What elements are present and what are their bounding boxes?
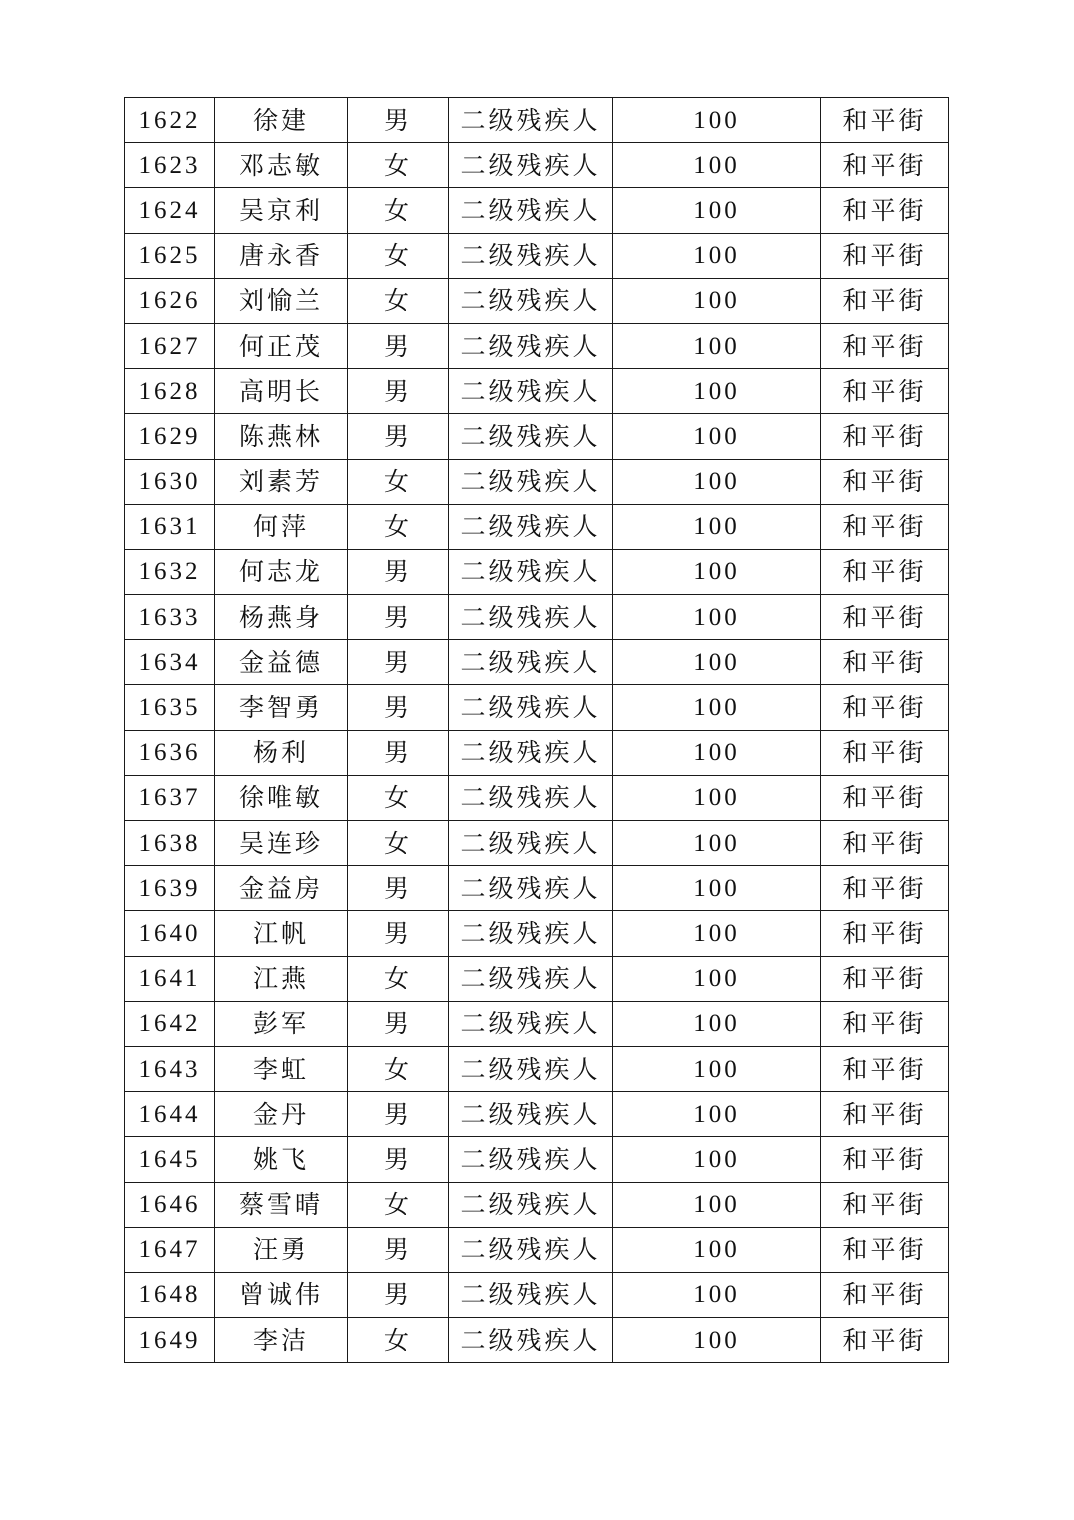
disability-level-cell: 二级残疾人 <box>449 1137 613 1182</box>
name-cell: 何正茂 <box>215 323 348 368</box>
table-row <box>125 866 949 911</box>
serial-number-cell: 1638 <box>125 821 215 866</box>
street-cell: 和平街 <box>821 188 949 233</box>
street-cell: 和平街 <box>821 323 949 368</box>
name-cell: 吴京利 <box>215 188 348 233</box>
gender-cell: 男 <box>348 595 449 640</box>
name-cell: 蔡雪晴 <box>215 1182 348 1227</box>
disability-level-cell: 二级残疾人 <box>449 821 613 866</box>
table-row <box>125 640 949 685</box>
amount-cell: 100 <box>613 1092 821 1137</box>
name-cell: 杨燕身 <box>215 595 348 640</box>
serial-number-cell: 1634 <box>125 640 215 685</box>
table-row <box>125 1272 949 1317</box>
table-row <box>125 1046 949 1091</box>
disability-level-cell: 二级残疾人 <box>449 143 613 188</box>
table-row <box>125 1001 949 1046</box>
disability-level-cell: 二级残疾人 <box>449 233 613 278</box>
serial-number-cell: 1629 <box>125 414 215 459</box>
name-cell: 金丹 <box>215 1092 348 1137</box>
name-cell: 何志龙 <box>215 549 348 594</box>
table-row <box>125 911 949 956</box>
table-row <box>125 1137 949 1182</box>
amount-cell: 100 <box>613 956 821 1001</box>
name-cell: 何萍 <box>215 504 348 549</box>
gender-cell: 男 <box>348 323 449 368</box>
gender-cell: 男 <box>348 911 449 956</box>
table-row <box>125 143 949 188</box>
street-cell: 和平街 <box>821 233 949 278</box>
table-row <box>125 775 949 820</box>
name-cell: 彭军 <box>215 1001 348 1046</box>
disability-level-cell: 二级残疾人 <box>449 1092 613 1137</box>
name-cell: 汪勇 <box>215 1227 348 1272</box>
name-cell: 曾诚伟 <box>215 1272 348 1317</box>
serial-number-cell: 1637 <box>125 775 215 820</box>
name-cell: 杨利 <box>215 730 348 775</box>
amount-cell: 100 <box>613 323 821 368</box>
name-cell: 江帆 <box>215 911 348 956</box>
name-cell: 陈燕林 <box>215 414 348 459</box>
table-row <box>125 414 949 459</box>
disability-level-cell: 二级残疾人 <box>449 775 613 820</box>
street-cell: 和平街 <box>821 98 949 143</box>
disability-level-cell: 二级残疾人 <box>449 278 613 323</box>
table-row <box>125 595 949 640</box>
amount-cell: 100 <box>613 595 821 640</box>
table-row <box>125 1182 949 1227</box>
amount-cell: 100 <box>613 911 821 956</box>
serial-number-cell: 1623 <box>125 143 215 188</box>
table-row <box>125 685 949 730</box>
street-cell: 和平街 <box>821 1318 949 1363</box>
serial-number-cell: 1646 <box>125 1182 215 1227</box>
gender-cell: 男 <box>348 1272 449 1317</box>
serial-number-cell: 1622 <box>125 98 215 143</box>
gender-cell: 女 <box>348 143 449 188</box>
table-row <box>125 504 949 549</box>
disability-level-cell: 二级残疾人 <box>449 188 613 233</box>
disability-level-cell: 二级残疾人 <box>449 1001 613 1046</box>
serial-number-cell: 1632 <box>125 549 215 594</box>
serial-number-cell: 1642 <box>125 1001 215 1046</box>
table-row <box>125 1318 949 1363</box>
serial-number-cell: 1631 <box>125 504 215 549</box>
disability-level-cell: 二级残疾人 <box>449 504 613 549</box>
name-cell: 姚飞 <box>215 1137 348 1182</box>
amount-cell: 100 <box>613 188 821 233</box>
disability-level-cell: 二级残疾人 <box>449 414 613 459</box>
amount-cell: 100 <box>613 1182 821 1227</box>
serial-number-cell: 1641 <box>125 956 215 1001</box>
amount-cell: 100 <box>613 1046 821 1091</box>
gender-cell: 男 <box>348 1227 449 1272</box>
name-cell: 唐永香 <box>215 233 348 278</box>
disability-level-cell: 二级残疾人 <box>449 369 613 414</box>
disability-level-cell: 二级残疾人 <box>449 323 613 368</box>
street-cell: 和平街 <box>821 640 949 685</box>
serial-number-cell: 1643 <box>125 1046 215 1091</box>
table-row <box>125 459 949 504</box>
street-cell: 和平街 <box>821 685 949 730</box>
gender-cell: 男 <box>348 866 449 911</box>
table-row <box>125 233 949 278</box>
serial-number-cell: 1633 <box>125 595 215 640</box>
amount-cell: 100 <box>613 504 821 549</box>
serial-number-cell: 1636 <box>125 730 215 775</box>
name-cell: 李洁 <box>215 1318 348 1363</box>
disability-level-cell: 二级残疾人 <box>449 1318 613 1363</box>
gender-cell: 男 <box>348 1092 449 1137</box>
serial-number-cell: 1645 <box>125 1137 215 1182</box>
table-row <box>125 1092 949 1137</box>
serial-number-cell: 1625 <box>125 233 215 278</box>
amount-cell: 100 <box>613 414 821 459</box>
disability-level-cell: 二级残疾人 <box>449 1046 613 1091</box>
gender-cell: 女 <box>348 821 449 866</box>
amount-cell: 100 <box>613 143 821 188</box>
name-cell: 徐唯敏 <box>215 775 348 820</box>
serial-number-cell: 1635 <box>125 685 215 730</box>
disability-level-cell: 二级残疾人 <box>449 549 613 594</box>
gender-cell: 女 <box>348 459 449 504</box>
street-cell: 和平街 <box>821 1182 949 1227</box>
gender-cell: 女 <box>348 1318 449 1363</box>
disability-level-cell: 二级残疾人 <box>449 730 613 775</box>
street-cell: 和平街 <box>821 369 949 414</box>
gender-cell: 女 <box>348 1046 449 1091</box>
gender-cell: 男 <box>348 369 449 414</box>
amount-cell: 100 <box>613 685 821 730</box>
street-cell: 和平街 <box>821 414 949 459</box>
name-cell: 李智勇 <box>215 685 348 730</box>
street-cell: 和平街 <box>821 821 949 866</box>
amount-cell: 100 <box>613 1227 821 1272</box>
name-cell: 高明长 <box>215 369 348 414</box>
table-row <box>125 188 949 233</box>
amount-cell: 100 <box>613 98 821 143</box>
serial-number-cell: 1626 <box>125 278 215 323</box>
gender-cell: 男 <box>348 549 449 594</box>
roster-table <box>124 97 949 1363</box>
table-row <box>125 98 949 143</box>
serial-number-cell: 1648 <box>125 1272 215 1317</box>
amount-cell: 100 <box>613 775 821 820</box>
street-cell: 和平街 <box>821 1137 949 1182</box>
disability-level-cell: 二级残疾人 <box>449 459 613 504</box>
disability-level-cell: 二级残疾人 <box>449 911 613 956</box>
serial-number-cell: 1640 <box>125 911 215 956</box>
serial-number-cell: 1624 <box>125 188 215 233</box>
gender-cell: 男 <box>348 414 449 459</box>
serial-number-cell: 1649 <box>125 1318 215 1363</box>
street-cell: 和平街 <box>821 730 949 775</box>
table-row <box>125 549 949 594</box>
gender-cell: 男 <box>348 730 449 775</box>
amount-cell: 100 <box>613 1001 821 1046</box>
gender-cell: 女 <box>348 956 449 1001</box>
street-cell: 和平街 <box>821 1227 949 1272</box>
disability-level-cell: 二级残疾人 <box>449 640 613 685</box>
gender-cell: 女 <box>348 278 449 323</box>
street-cell: 和平街 <box>821 1001 949 1046</box>
gender-cell: 男 <box>348 1001 449 1046</box>
roster-table-body <box>125 98 949 1363</box>
amount-cell: 100 <box>613 278 821 323</box>
serial-number-cell: 1628 <box>125 369 215 414</box>
street-cell: 和平街 <box>821 504 949 549</box>
amount-cell: 100 <box>613 1272 821 1317</box>
street-cell: 和平街 <box>821 549 949 594</box>
disability-level-cell: 二级残疾人 <box>449 1227 613 1272</box>
name-cell: 吴连珍 <box>215 821 348 866</box>
amount-cell: 100 <box>613 459 821 504</box>
amount-cell: 100 <box>613 730 821 775</box>
gender-cell: 男 <box>348 685 449 730</box>
street-cell: 和平街 <box>821 1092 949 1137</box>
disability-level-cell: 二级残疾人 <box>449 685 613 730</box>
street-cell: 和平街 <box>821 911 949 956</box>
table-row <box>125 730 949 775</box>
name-cell: 金益房 <box>215 866 348 911</box>
name-cell: 江燕 <box>215 956 348 1001</box>
amount-cell: 100 <box>613 1318 821 1363</box>
gender-cell: 女 <box>348 504 449 549</box>
disability-level-cell: 二级残疾人 <box>449 866 613 911</box>
name-cell: 金益德 <box>215 640 348 685</box>
street-cell: 和平街 <box>821 278 949 323</box>
table-row <box>125 323 949 368</box>
street-cell: 和平街 <box>821 1272 949 1317</box>
table-row <box>125 956 949 1001</box>
street-cell: 和平街 <box>821 459 949 504</box>
amount-cell: 100 <box>613 866 821 911</box>
serial-number-cell: 1639 <box>125 866 215 911</box>
name-cell: 刘愉兰 <box>215 278 348 323</box>
amount-cell: 100 <box>613 233 821 278</box>
amount-cell: 100 <box>613 640 821 685</box>
table-row <box>125 278 949 323</box>
street-cell: 和平街 <box>821 956 949 1001</box>
serial-number-cell: 1627 <box>125 323 215 368</box>
street-cell: 和平街 <box>821 595 949 640</box>
disability-level-cell: 二级残疾人 <box>449 98 613 143</box>
amount-cell: 100 <box>613 821 821 866</box>
gender-cell: 女 <box>348 775 449 820</box>
gender-cell: 女 <box>348 188 449 233</box>
gender-cell: 男 <box>348 640 449 685</box>
name-cell: 刘素芳 <box>215 459 348 504</box>
name-cell: 邓志敏 <box>215 143 348 188</box>
gender-cell: 女 <box>348 1182 449 1227</box>
gender-cell: 男 <box>348 1137 449 1182</box>
street-cell: 和平街 <box>821 775 949 820</box>
name-cell: 李虹 <box>215 1046 348 1091</box>
amount-cell: 100 <box>613 369 821 414</box>
serial-number-cell: 1647 <box>125 1227 215 1272</box>
disability-level-cell: 二级残疾人 <box>449 595 613 640</box>
gender-cell: 女 <box>348 233 449 278</box>
street-cell: 和平街 <box>821 866 949 911</box>
amount-cell: 100 <box>613 549 821 594</box>
serial-number-cell: 1630 <box>125 459 215 504</box>
disability-level-cell: 二级残疾人 <box>449 1272 613 1317</box>
street-cell: 和平街 <box>821 143 949 188</box>
table-row <box>125 1227 949 1272</box>
amount-cell: 100 <box>613 1137 821 1182</box>
serial-number-cell: 1644 <box>125 1092 215 1137</box>
table-row <box>125 821 949 866</box>
disability-level-cell: 二级残疾人 <box>449 1182 613 1227</box>
name-cell: 徐建 <box>215 98 348 143</box>
street-cell: 和平街 <box>821 1046 949 1091</box>
table-row <box>125 369 949 414</box>
disability-level-cell: 二级残疾人 <box>449 956 613 1001</box>
gender-cell: 男 <box>348 98 449 143</box>
